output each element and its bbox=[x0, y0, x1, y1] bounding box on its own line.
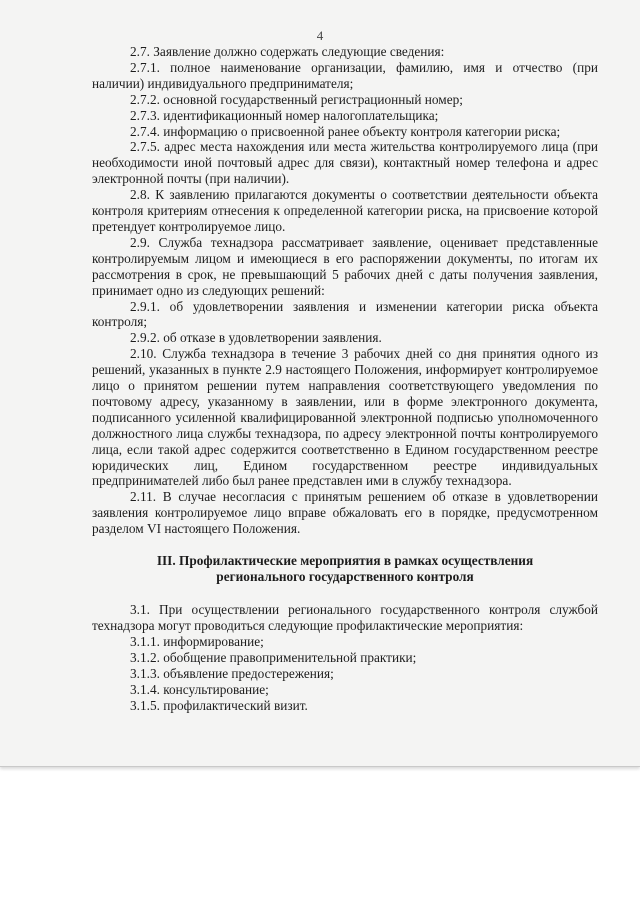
paragraph-2-7-3: 2.7.3. идентификационный номер налогоплательщика; bbox=[130, 107, 439, 123]
paragraph-3-1-1: 3.1.1. информирование; bbox=[130, 633, 264, 649]
paragraph-2-11: 2.11. В случае несогласия с принятым решением об отказе в удовлетворении заявления контролируемое лицо вправе обжаловать его в порядке, предусмотренном разделом VI настоящего Положения. bbox=[92, 489, 598, 537]
paragraph-3-1-2: 3.1.2. обобщение правоприменительной практики; bbox=[130, 649, 417, 665]
paragraph-2-7-2: 2.7.2. основной государственный регистрационный номер; bbox=[130, 91, 463, 107]
paragraph-3-1-4: 3.1.4. консультирование; bbox=[130, 681, 269, 697]
paragraph-3-1-3: 3.1.3. объявление предостережения; bbox=[130, 665, 334, 681]
section-heading-line1: III. Профилактические мероприятия в рамках осуществления bbox=[156, 553, 534, 569]
paragraph-2-7: 2.7. Заявление должно содержать следующие сведения: bbox=[130, 44, 445, 59]
paragraph-3-1: 3.1. При осуществлении регионального государственного контроля службой технадзора могут проводиться следующие профилактические мероприятия: bbox=[92, 602, 598, 633]
paragraph-2-7-5: 2.7.5. адрес места нахождения или места жительства контролируемого лица (при необходимости иной почтовый адрес для связи), контактный номер телефона и адрес электронной почты (при наличии). bbox=[92, 139, 598, 187]
paragraph-2-7-4: 2.7.4. информацию о присвоенной ранее объекту контроля категории риска; bbox=[130, 123, 561, 139]
paragraph-2-10: 2.10. Служба технадзора в течение 3 рабочих дней со дня принятия одного из решений, указанных в пункте 2.9 настоящего Положения, информирует контролируемое лицо о принятом решении путем направления соответствующего уведомления по почтовому адресу, указанному в заявлении, или в форме электронного документа, подписанного усиленной квалифицированной электронной подписью уполномоченного должностного лица службы технадзора, по адресу электронной почты контролируемого лица, если такой адрес содержится соответственно в Едином государственном реестре юридических лиц, Едином государственном реестре индивидуальных предпринимателей либо был ранее представлен ими в службу технадзора. bbox=[92, 346, 598, 489]
paragraph-2-9: 2.9. Служба технадзора рассматривает заявление, оценивает представленные контролируемым лицом и имеющиеся в его распоряжении документы, по итогам их рассмотрения в срок, не превышающий 5 рабочих дней с даты получения заявления, принимает одно из следующих решений: bbox=[92, 234, 598, 298]
paragraph-2-9-1: 2.9.1. об удовлетворении заявления и изменении категории риска объекта контроля; bbox=[92, 298, 598, 330]
page-number: 4 bbox=[316, 28, 324, 43]
paragraph-3-1-5: 3.1.5. профилактический визит. bbox=[130, 697, 308, 713]
section-heading bbox=[92, 553, 598, 585]
section-heading-line2: регионального государственного контроля bbox=[216, 569, 474, 585]
document-body bbox=[92, 44, 598, 713]
paragraph-2-7-1: 2.7.1. полное наименование организации, фамилию, имя и отчество (при наличии) индивидуального предпринимателя; bbox=[92, 59, 598, 91]
paragraph-2-9-2: 2.9.2. об отказе в удовлетворении заявления. bbox=[130, 330, 382, 346]
paragraph-2-8: 2.8. К заявлению прилагаются документы о соответствии деятельности объекта контроля критериям отнесения к определенной категории риска, на присвоение которой претендует контролируемое лицо. bbox=[92, 187, 598, 234]
